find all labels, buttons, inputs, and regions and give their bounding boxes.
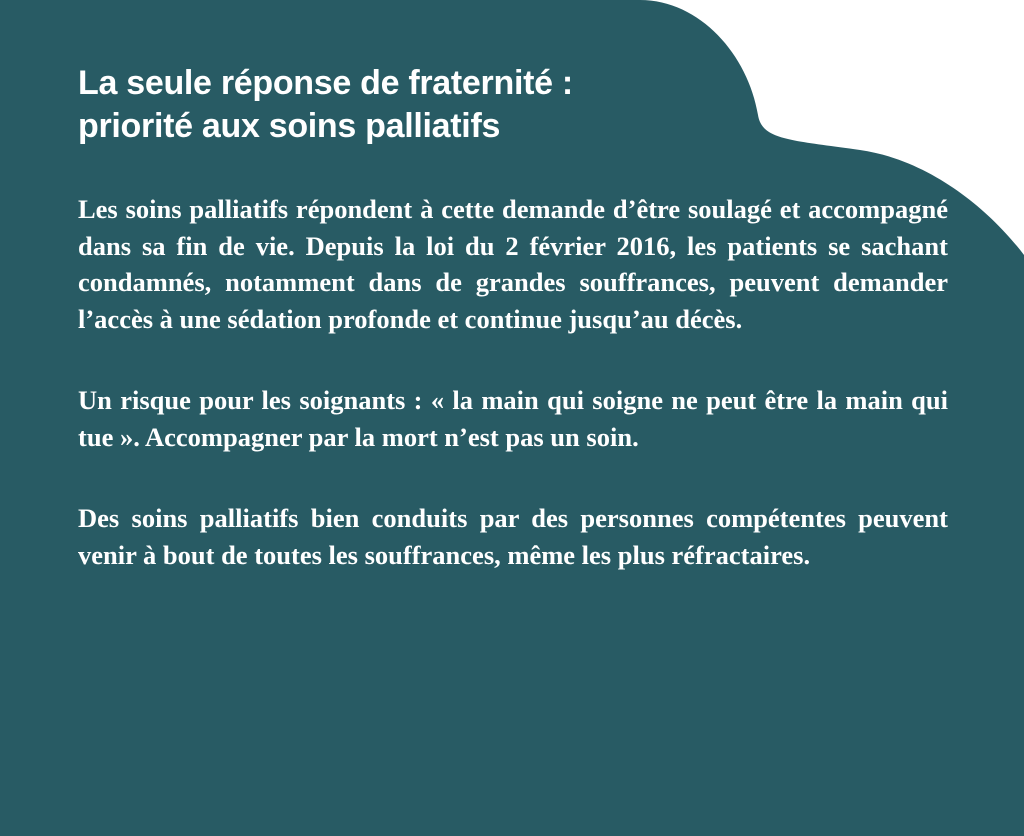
title-line-2: priorité aux soins palliatifs: [78, 107, 501, 145]
paragraph-2: Un risque pour les soignants : « la main qui soigne ne peut être la main qui tue ». Accompagner par la mort n’est pas un soin.: [78, 385, 948, 452]
paragraph-1: Les soins palliatifs répondent à cette demande d’être soulagé et accompagné dans sa fin de vie. Depuis la loi du 2 février 2016, les patients se sachant condamnés, notamment dans de grandes souffrances, peuvent demander l’accès à une sédation profonde et continue jusqu’au décès.: [78, 194, 948, 334]
title-line-1: La seule réponse de fraternité :: [78, 64, 573, 102]
paragraph-3: Des soins palliatifs bien conduits par des personnes compétentes peuvent venir à bout de toutes les souffrances, même les plus réfractaires.: [78, 503, 948, 570]
page-title: [78, 62, 948, 148]
text-block: [78, 62, 948, 618]
body-text: [78, 191, 948, 573]
